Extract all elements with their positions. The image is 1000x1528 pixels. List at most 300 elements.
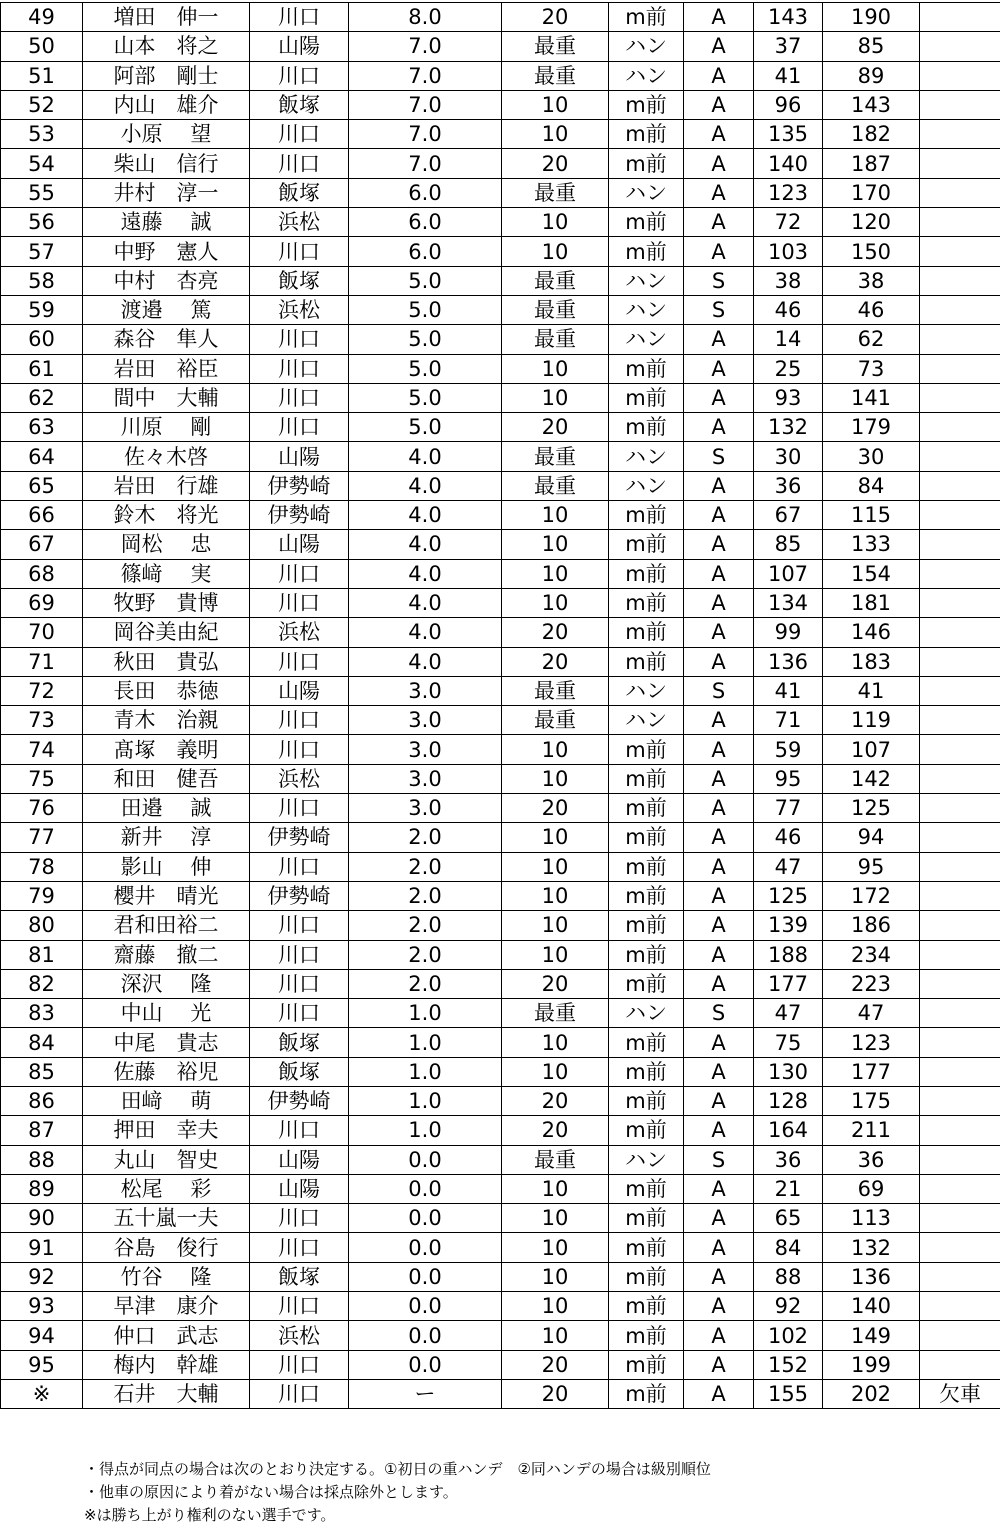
cell-name: 川原 剛 xyxy=(83,413,250,442)
cell-points: 4.0 xyxy=(349,618,502,647)
cell-handicap: 最重 xyxy=(502,999,609,1028)
cell-distance: m前 xyxy=(609,149,684,178)
cell-points: 4.0 xyxy=(349,530,502,559)
cell-points: 0.0 xyxy=(349,1292,502,1321)
cell-points: ー xyxy=(349,1379,502,1408)
table-row xyxy=(1,178,1000,207)
table-row xyxy=(1,647,1000,676)
cell-rank: 59 xyxy=(1,295,83,324)
cell-distance: m前 xyxy=(609,764,684,793)
cell-value-b: 186 xyxy=(823,911,920,940)
cell-handicap: 10 xyxy=(502,823,609,852)
cell-points: 5.0 xyxy=(349,354,502,383)
cell-value-a: 164 xyxy=(754,1116,823,1145)
cell-distance: m前 xyxy=(609,618,684,647)
cell-value-b: 84 xyxy=(823,471,920,500)
cell-class: A xyxy=(684,852,754,881)
cell-class: A xyxy=(684,383,754,412)
cell-handicap: 10 xyxy=(502,1057,609,1086)
cell-rank: 55 xyxy=(1,178,83,207)
cell-distance: ハン xyxy=(609,178,684,207)
cell-value-b: 132 xyxy=(823,1233,920,1262)
cell-venue: 川口 xyxy=(250,237,349,266)
cell-handicap: 最重 xyxy=(502,266,609,295)
cell-distance: m前 xyxy=(609,794,684,823)
cell-handicap: 10 xyxy=(502,735,609,764)
cell-venue: 川口 xyxy=(250,61,349,90)
cell-note xyxy=(920,149,1000,178)
cell-handicap: 10 xyxy=(502,911,609,940)
cell-class: A xyxy=(684,120,754,149)
cell-name: 梅内 幹雄 xyxy=(83,1350,250,1379)
cell-note xyxy=(920,559,1000,588)
cell-handicap: 最重 xyxy=(502,442,609,471)
cell-class: A xyxy=(684,178,754,207)
cell-class: A xyxy=(684,1116,754,1145)
cell-name: 中野 憲人 xyxy=(83,237,250,266)
cell-handicap: 20 xyxy=(502,1116,609,1145)
cell-value-b: 123 xyxy=(823,1028,920,1057)
table-row xyxy=(1,999,1000,1028)
cell-class: A xyxy=(684,32,754,61)
cell-name: 岡松 忠 xyxy=(83,530,250,559)
cell-handicap: 20 xyxy=(502,1379,609,1408)
cell-value-b: 95 xyxy=(823,852,920,881)
cell-rank: 90 xyxy=(1,1204,83,1233)
cell-rank: 60 xyxy=(1,325,83,354)
cell-points: 5.0 xyxy=(349,383,502,412)
cell-name: 増田 伸一 xyxy=(83,3,250,32)
cell-rank: 62 xyxy=(1,383,83,412)
cell-name: 遠藤 誠 xyxy=(83,208,250,237)
cell-points: 4.0 xyxy=(349,559,502,588)
cell-points: 4.0 xyxy=(349,647,502,676)
cell-value-a: 143 xyxy=(754,3,823,32)
cell-name: 青木 治親 xyxy=(83,706,250,735)
cell-name: 齋藤 撤二 xyxy=(83,940,250,969)
cell-distance: m前 xyxy=(609,588,684,617)
cell-points: 0.0 xyxy=(349,1204,502,1233)
table-row xyxy=(1,1292,1000,1321)
cell-name: 長田 恭徳 xyxy=(83,676,250,705)
cell-name: 間中 大輔 xyxy=(83,383,250,412)
cell-class: A xyxy=(684,208,754,237)
cell-note xyxy=(920,706,1000,735)
cell-venue: 飯塚 xyxy=(250,1028,349,1057)
cell-value-b: 115 xyxy=(823,501,920,530)
cell-venue: 川口 xyxy=(250,588,349,617)
cell-distance: m前 xyxy=(609,1233,684,1262)
cell-points: 0.0 xyxy=(349,1233,502,1262)
cell-class: A xyxy=(684,1057,754,1086)
cell-value-a: 25 xyxy=(754,354,823,383)
cell-value-a: 88 xyxy=(754,1262,823,1291)
cell-class: A xyxy=(684,413,754,442)
cell-name: 影山 伸 xyxy=(83,852,250,881)
cell-class: A xyxy=(684,149,754,178)
cell-points: 7.0 xyxy=(349,149,502,178)
cell-note xyxy=(920,1028,1000,1057)
cell-handicap: 20 xyxy=(502,1086,609,1115)
cell-distance: m前 xyxy=(609,881,684,910)
cell-class: A xyxy=(684,1233,754,1262)
cell-distance: m前 xyxy=(609,383,684,412)
cell-value-b: 202 xyxy=(823,1379,920,1408)
cell-class: A xyxy=(684,471,754,500)
cell-rank: 64 xyxy=(1,442,83,471)
note-no-advance: ※は勝ち上がり権利のない選手です。 xyxy=(84,1506,336,1524)
cell-distance: ハン xyxy=(609,442,684,471)
cell-value-a: 123 xyxy=(754,178,823,207)
cell-handicap: 20 xyxy=(502,618,609,647)
cell-value-b: 141 xyxy=(823,383,920,412)
cell-rank: 63 xyxy=(1,413,83,442)
cell-venue: 川口 xyxy=(250,325,349,354)
cell-value-b: 199 xyxy=(823,1350,920,1379)
cell-distance: ハン xyxy=(609,706,684,735)
cell-note xyxy=(920,676,1000,705)
cell-name: 渡邉 篤 xyxy=(83,295,250,324)
cell-points: 0.0 xyxy=(349,1321,502,1350)
cell-note xyxy=(920,61,1000,90)
table-row xyxy=(1,32,1000,61)
cell-value-b: 119 xyxy=(823,706,920,735)
cell-value-a: 84 xyxy=(754,1233,823,1262)
cell-name: 田﨑 萌 xyxy=(83,1086,250,1115)
cell-note xyxy=(920,1262,1000,1291)
cell-rank: 67 xyxy=(1,530,83,559)
cell-note xyxy=(920,501,1000,530)
table-row xyxy=(1,1086,1000,1115)
cell-distance: m前 xyxy=(609,1292,684,1321)
cell-venue: 川口 xyxy=(250,911,349,940)
cell-rank: 95 xyxy=(1,1350,83,1379)
cell-rank: 86 xyxy=(1,1086,83,1115)
cell-distance: m前 xyxy=(609,354,684,383)
cell-handicap: 最重 xyxy=(502,676,609,705)
cell-value-a: 132 xyxy=(754,413,823,442)
cell-note xyxy=(920,1204,1000,1233)
cell-class: S xyxy=(684,442,754,471)
cell-name: 柴山 信行 xyxy=(83,149,250,178)
cell-class: A xyxy=(684,325,754,354)
cell-value-b: 182 xyxy=(823,120,920,149)
table-row xyxy=(1,61,1000,90)
cell-value-a: 71 xyxy=(754,706,823,735)
cell-handicap: 最重 xyxy=(502,32,609,61)
cell-name: 中山 光 xyxy=(83,999,250,1028)
cell-value-b: 69 xyxy=(823,1174,920,1203)
cell-name: 佐々木啓 xyxy=(83,442,250,471)
table-row xyxy=(1,442,1000,471)
cell-rank: 80 xyxy=(1,911,83,940)
cell-class: A xyxy=(684,559,754,588)
cell-class: A xyxy=(684,1321,754,1350)
cell-name: 櫻井 晴光 xyxy=(83,881,250,910)
cell-note xyxy=(920,413,1000,442)
cell-venue: 川口 xyxy=(250,852,349,881)
cell-points: 0.0 xyxy=(349,1174,502,1203)
cell-class: A xyxy=(684,647,754,676)
cell-handicap: 10 xyxy=(502,208,609,237)
cell-value-a: 177 xyxy=(754,969,823,998)
cell-points: 2.0 xyxy=(349,911,502,940)
cell-distance: m前 xyxy=(609,1350,684,1379)
cell-note xyxy=(920,940,1000,969)
cell-value-a: 125 xyxy=(754,881,823,910)
cell-distance: m前 xyxy=(609,1174,684,1203)
cell-rank: 92 xyxy=(1,1262,83,1291)
cell-venue: 川口 xyxy=(250,1292,349,1321)
cell-handicap: 最重 xyxy=(502,1145,609,1174)
cell-class: A xyxy=(684,823,754,852)
cell-venue: 飯塚 xyxy=(250,1262,349,1291)
cell-value-b: 175 xyxy=(823,1086,920,1115)
table-row xyxy=(1,559,1000,588)
table-row xyxy=(1,969,1000,998)
cell-venue: 飯塚 xyxy=(250,266,349,295)
cell-handicap: 最重 xyxy=(502,325,609,354)
cell-value-b: 170 xyxy=(823,178,920,207)
cell-distance: m前 xyxy=(609,1204,684,1233)
cell-distance: m前 xyxy=(609,647,684,676)
cell-class: A xyxy=(684,1350,754,1379)
cell-note xyxy=(920,823,1000,852)
cell-venue: 川口 xyxy=(250,1116,349,1145)
cell-handicap: 10 xyxy=(502,852,609,881)
cell-name: 小原 望 xyxy=(83,120,250,149)
cell-distance: m前 xyxy=(609,1262,684,1291)
cell-value-a: 155 xyxy=(754,1379,823,1408)
cell-handicap: 最重 xyxy=(502,61,609,90)
cell-name: 押田 幸夫 xyxy=(83,1116,250,1145)
table-row xyxy=(1,1262,1000,1291)
cell-name: 中尾 貴志 xyxy=(83,1028,250,1057)
cell-distance: m前 xyxy=(609,1028,684,1057)
cell-distance: m前 xyxy=(609,120,684,149)
cell-class: A xyxy=(684,501,754,530)
cell-points: 7.0 xyxy=(349,120,502,149)
cell-points: 1.0 xyxy=(349,1116,502,1145)
cell-note xyxy=(920,999,1000,1028)
cell-handicap: 10 xyxy=(502,559,609,588)
cell-distance: ハン xyxy=(609,32,684,61)
table-row xyxy=(1,1116,1000,1145)
cell-value-a: 38 xyxy=(754,266,823,295)
cell-venue: 川口 xyxy=(250,413,349,442)
cell-name: 五十嵐一夫 xyxy=(83,1204,250,1233)
cell-points: 0.0 xyxy=(349,1350,502,1379)
table-row xyxy=(1,3,1000,32)
cell-name: 阿部 剛士 xyxy=(83,61,250,90)
cell-value-a: 85 xyxy=(754,530,823,559)
cell-class: A xyxy=(684,237,754,266)
cell-name: 中村 杏亮 xyxy=(83,266,250,295)
cell-rank: 77 xyxy=(1,823,83,852)
cell-note xyxy=(920,1321,1000,1350)
table-row xyxy=(1,471,1000,500)
cell-value-b: 234 xyxy=(823,940,920,969)
cell-value-b: 149 xyxy=(823,1321,920,1350)
cell-value-b: 47 xyxy=(823,999,920,1028)
cell-class: S xyxy=(684,676,754,705)
cell-handicap: 最重 xyxy=(502,706,609,735)
cell-points: 5.0 xyxy=(349,413,502,442)
cell-handicap: 20 xyxy=(502,969,609,998)
cell-handicap: 20 xyxy=(502,647,609,676)
results-table xyxy=(0,2,1000,1409)
cell-points: 3.0 xyxy=(349,706,502,735)
cell-class: A xyxy=(684,90,754,119)
cell-venue: 伊勢崎 xyxy=(250,501,349,530)
cell-value-a: 75 xyxy=(754,1028,823,1057)
cell-note: 欠車 xyxy=(920,1379,1000,1408)
cell-name: 岩田 裕臣 xyxy=(83,354,250,383)
results-rows xyxy=(1,3,1000,1409)
cell-class: S xyxy=(684,999,754,1028)
cell-class: A xyxy=(684,881,754,910)
cell-distance: m前 xyxy=(609,940,684,969)
cell-class: A xyxy=(684,588,754,617)
cell-distance: ハン xyxy=(609,471,684,500)
cell-venue: 川口 xyxy=(250,1379,349,1408)
cell-value-a: 67 xyxy=(754,501,823,530)
cell-venue: 伊勢崎 xyxy=(250,881,349,910)
cell-handicap: 10 xyxy=(502,1292,609,1321)
cell-value-b: 94 xyxy=(823,823,920,852)
cell-class: S xyxy=(684,295,754,324)
cell-points: 4.0 xyxy=(349,442,502,471)
cell-distance: ハン xyxy=(609,325,684,354)
cell-note xyxy=(920,852,1000,881)
cell-rank: 56 xyxy=(1,208,83,237)
cell-points: 3.0 xyxy=(349,735,502,764)
cell-distance: ハン xyxy=(609,61,684,90)
cell-note xyxy=(920,354,1000,383)
cell-distance: m前 xyxy=(609,208,684,237)
note-exclusion: ・他車の原因により着がない場合は採点除外とします。 xyxy=(84,1483,458,1501)
cell-distance: m前 xyxy=(609,1086,684,1115)
table-row xyxy=(1,706,1000,735)
table-row xyxy=(1,1145,1000,1174)
cell-value-a: 21 xyxy=(754,1174,823,1203)
cell-distance: m前 xyxy=(609,530,684,559)
cell-value-a: 103 xyxy=(754,237,823,266)
cell-rank: 78 xyxy=(1,852,83,881)
cell-points: 7.0 xyxy=(349,61,502,90)
table-row xyxy=(1,764,1000,793)
cell-handicap: 10 xyxy=(502,1262,609,1291)
cell-name: 岩田 行雄 xyxy=(83,471,250,500)
cell-note xyxy=(920,178,1000,207)
cell-venue: 山陽 xyxy=(250,530,349,559)
cell-venue: 伊勢崎 xyxy=(250,1086,349,1115)
cell-points: 2.0 xyxy=(349,823,502,852)
cell-value-a: 128 xyxy=(754,1086,823,1115)
cell-handicap: 10 xyxy=(502,1204,609,1233)
cell-venue: 川口 xyxy=(250,120,349,149)
cell-class: A xyxy=(684,735,754,764)
cell-distance: m前 xyxy=(609,3,684,32)
cell-rank: 83 xyxy=(1,999,83,1028)
table-row xyxy=(1,237,1000,266)
table-row xyxy=(1,208,1000,237)
cell-venue: 浜松 xyxy=(250,295,349,324)
cell-name: 和田 健吾 xyxy=(83,764,250,793)
cell-class: A xyxy=(684,1174,754,1203)
cell-handicap: 最重 xyxy=(502,178,609,207)
cell-distance: m前 xyxy=(609,1321,684,1350)
cell-name: 仲口 武志 xyxy=(83,1321,250,1350)
cell-name: 鈴木 将光 xyxy=(83,501,250,530)
cell-class: A xyxy=(684,706,754,735)
table-row xyxy=(1,413,1000,442)
cell-note xyxy=(920,120,1000,149)
cell-name: 竹谷 隆 xyxy=(83,1262,250,1291)
cell-rank: 58 xyxy=(1,266,83,295)
cell-venue: 飯塚 xyxy=(250,1057,349,1086)
cell-distance: m前 xyxy=(609,559,684,588)
cell-value-a: 77 xyxy=(754,794,823,823)
table-row xyxy=(1,1028,1000,1057)
cell-handicap: 10 xyxy=(502,90,609,119)
cell-value-a: 139 xyxy=(754,911,823,940)
cell-points: 1.0 xyxy=(349,1086,502,1115)
note-tiebreak: ・得点が同点の場合は次のとおり決定する。①初日の重ハンデ ②同ハンデの場合は級別順位 xyxy=(84,1460,711,1478)
table-row xyxy=(1,120,1000,149)
cell-distance: m前 xyxy=(609,1116,684,1145)
cell-class: A xyxy=(684,61,754,90)
table-row xyxy=(1,588,1000,617)
cell-value-a: 130 xyxy=(754,1057,823,1086)
cell-note xyxy=(920,471,1000,500)
cell-value-a: 152 xyxy=(754,1350,823,1379)
cell-name: 山本 将之 xyxy=(83,32,250,61)
cell-value-a: 92 xyxy=(754,1292,823,1321)
cell-value-a: 30 xyxy=(754,442,823,471)
cell-value-b: 136 xyxy=(823,1262,920,1291)
cell-points: 5.0 xyxy=(349,325,502,354)
cell-name: 早津 康介 xyxy=(83,1292,250,1321)
cell-handicap: 10 xyxy=(502,1028,609,1057)
cell-note xyxy=(920,647,1000,676)
cell-venue: 川口 xyxy=(250,735,349,764)
cell-name: 松尾 彩 xyxy=(83,1174,250,1203)
cell-distance: ハン xyxy=(609,266,684,295)
cell-name: 佐藤 裕児 xyxy=(83,1057,250,1086)
table-row xyxy=(1,1321,1000,1350)
cell-value-a: 14 xyxy=(754,325,823,354)
cell-name: 石井 大輔 xyxy=(83,1379,250,1408)
cell-note xyxy=(920,1350,1000,1379)
cell-rank: 72 xyxy=(1,676,83,705)
cell-name: 篠﨑 実 xyxy=(83,559,250,588)
cell-value-b: 154 xyxy=(823,559,920,588)
cell-points: 4.0 xyxy=(349,471,502,500)
cell-value-a: 102 xyxy=(754,1321,823,1350)
cell-value-a: 107 xyxy=(754,559,823,588)
cell-class: A xyxy=(684,354,754,383)
cell-note xyxy=(920,1292,1000,1321)
cell-venue: 川口 xyxy=(250,383,349,412)
cell-value-a: 65 xyxy=(754,1204,823,1233)
cell-value-b: 211 xyxy=(823,1116,920,1145)
cell-venue: 山陽 xyxy=(250,32,349,61)
cell-value-b: 179 xyxy=(823,413,920,442)
cell-points: 3.0 xyxy=(349,764,502,793)
cell-handicap: 最重 xyxy=(502,471,609,500)
cell-points: 8.0 xyxy=(349,3,502,32)
